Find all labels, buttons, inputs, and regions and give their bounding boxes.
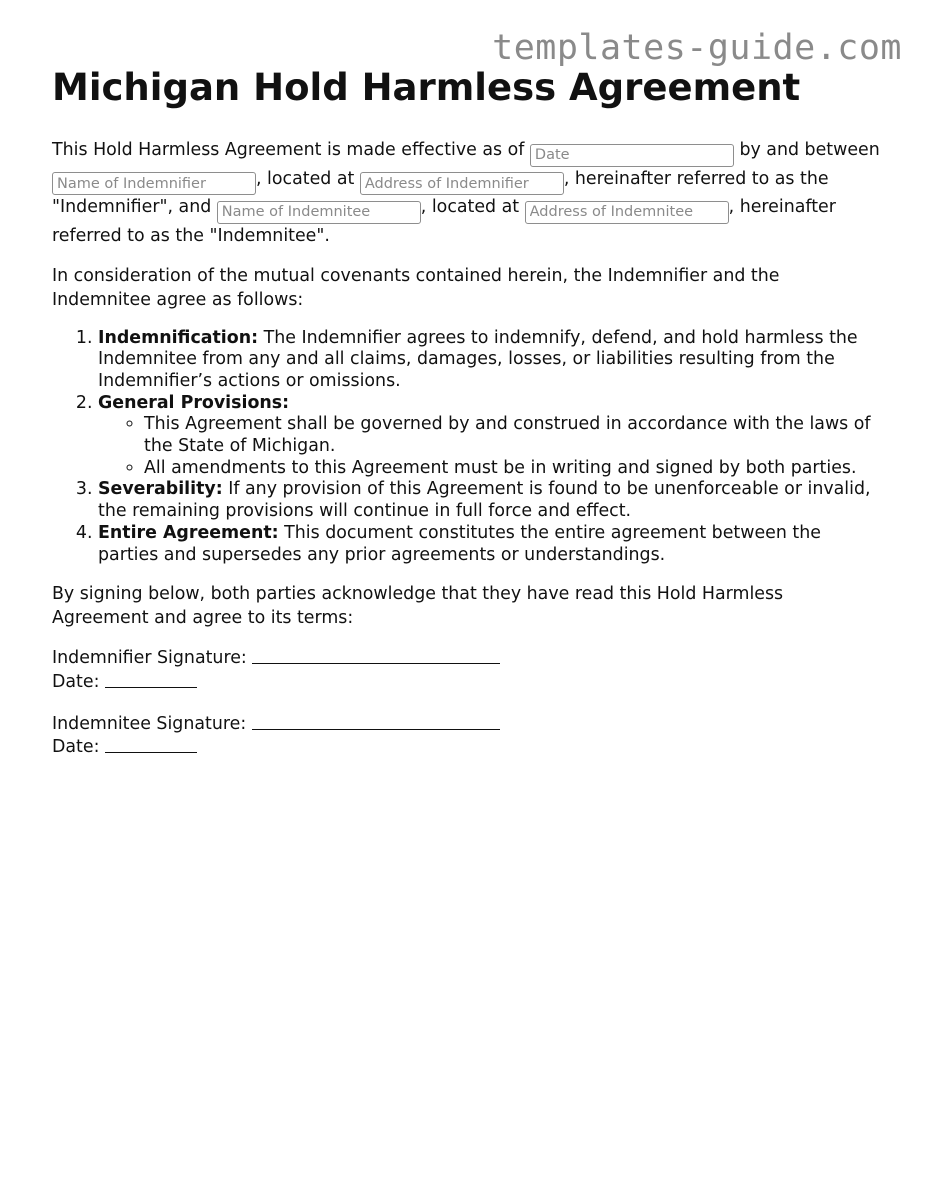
clause-heading: General Provisions: [98,392,290,413]
clause-text: The Indemnifier agrees to indemnify, defend, and hold harmless the Indemnitee from any and all claims, damages, losses, or liabilities resulting from the Indemnifier’s actions or omissions. [98,327,858,391]
clause-general-provisions [98,393,882,480]
clauses-list [52,328,882,567]
clause-text: If any provision of this Agreement is found to be unenforceable or invalid, the remaining provisions will continue in full force and effect. [98,479,871,522]
intro-text: , located at [256,168,360,189]
watermark: templates-guide.com [492,28,902,68]
clause-heading: Severability: [98,479,223,500]
intro-text: , hereinafter referred to as the "Indemnitee". [52,197,836,246]
indemnitee-signature-label: Indemnitee Signature: [52,713,252,734]
clause-text: This document constitutes the entire agreement between the parties and supersedes any prior agreements or understandings. [98,522,821,565]
clause-heading: Entire Agreement: [98,522,279,543]
clause-indemnification [98,328,882,393]
intro-text: , hereinafter referred to as the "Indemnifier", and [52,168,829,217]
intro-text: , located at [420,197,525,217]
indemnitee-name-field[interactable] [217,201,421,224]
general-provisions-list [98,414,882,479]
date-label: Date: [52,737,105,758]
intro-text: by and between [733,140,880,160]
indemnitee-signature-block [52,712,882,759]
date-field[interactable] [530,144,734,167]
indemnitee-date-line[interactable] [105,735,197,753]
provision-item: ◦ This Agreement shall be governed by and construed in accordance with the laws of the State of Michigan. [144,414,882,457]
indemnifier-signature-line[interactable] [252,646,500,664]
indemnifier-signature-label: Indemnifier Signature: [52,648,253,669]
indemnifier-signature-block [52,646,882,693]
intro-text: This Hold Harmless Agreement is made effective as of [52,140,530,160]
closing-paragraph: By signing below, both parties acknowledge that they have read this Hold Harmless Agreement and agree to its terms: [52,584,784,629]
indemnitee-signature-line[interactable] [252,712,500,730]
indemnifier-name-field[interactable] [52,172,256,195]
provision-item: ◦ All amendments to this Agreement must be in writing and signed by both parties. [144,458,882,480]
document-body [52,64,882,777]
intro-paragraph [52,138,882,248]
clause-severability [98,479,882,522]
date-label: Date: [52,671,105,692]
indemnifier-address-field[interactable] [360,172,564,195]
consideration-paragraph: In consideration of the mutual covenants contained herein, the Indemnifier and the Indemnitee agree as follows: [52,265,780,310]
indemnifier-date-line[interactable] [105,670,197,688]
clause-heading: Indemnification: [98,327,259,348]
document-title: Michigan Hold Harmless Agreement [52,66,801,109]
indemnitee-address-field[interactable] [525,201,729,224]
clause-entire-agreement [98,523,882,566]
